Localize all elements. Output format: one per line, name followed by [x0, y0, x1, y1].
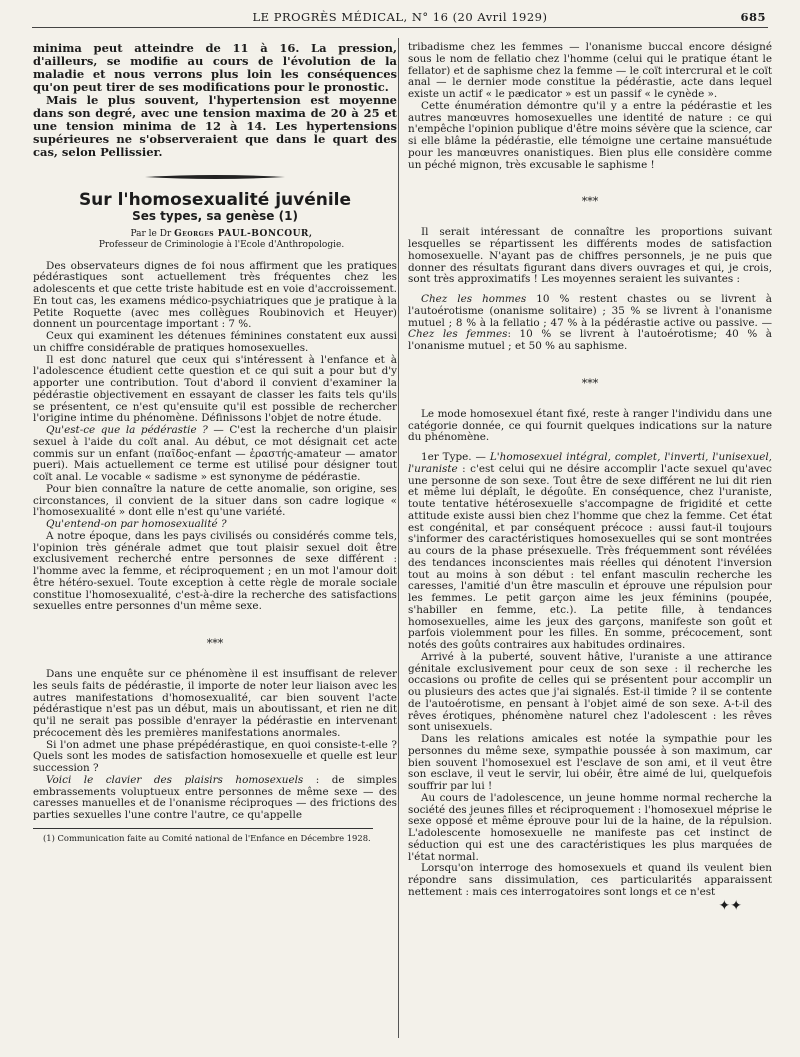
body-paragraph: Des observateurs dignes de foi nous affirment que les pratiques pédérastiques sont actuellement très fréquentes chez les adolescents et que cette triste habitude est en voie d'accroissement. En tout cas, les examens médico-psychiatriques que je pratique à la Petite Roquette (avec mes collègues Roubinovich et Heuyer) donnent un pourcentage important : 7 %. [33, 259, 397, 331]
article-title: Sur l'homosexualité juvénile [78, 190, 352, 210]
paragraph-text: : 10 % se livrent à l'autoérotisme; 40 % à l'onanisme mutuel ; et 50 % au saphisme. [408, 328, 772, 352]
section-ornament [33, 173, 397, 181]
body-paragraph: Arrivé à la puberté, souvent hâtive, l'uraniste a une attirance génitale exclusivement pour ceux de son sexe : il recherche les occasions ou profite de celles qui se présentent pour accomplir un ou plusieurs des actes que j'ai signalés. Est-il timide ? il se contente de l'autoérotisme, en pensant à l'objet aimé de son sexe. A-t-il des rêves érotiques, phénomène naturel chez l'adolescent : les rêves sont unisexuels. [408, 650, 772, 734]
body-paragraph: Il est donc naturel que ceux qui s'intéressent à l'enfance et à l'adolescence étudient cette question et ce qui suit a pour but d'y apporter une contribution. Tout d'abord il convient d'examiner la pédérastie objectivement en essayant de classer les faits tels qu'ils se présentent, ce n'est qu'ensuite qu'il est possible de rechercher l'origine intime du phénomène. Définissons l'objet de notre étude. [33, 353, 397, 425]
body-paragraph: Au cours de l'adolescence, un jeune homme normal recherche la société des jeunes filles et réciproquement : l'homosexuel méprise le sexe opposé et même éprouve pour lui de la haine, de la répulsion. L'adolescente homosexuelle ne manifeste pas cet instinct de séduction qui est une des caractéristiques les plus marquées de l'état normal. [408, 791, 772, 863]
ornament-rule-icon [145, 173, 285, 181]
section-break-asterism: ⁎⁎⁎ [581, 372, 599, 386]
section-break-asterism: ⁎⁎⁎ [581, 191, 599, 205]
article-subtitle: Ses types, sa genèse (1) [132, 208, 298, 223]
italic-lead: Voici le clavier des plaisirs homosexuels [46, 773, 304, 786]
body-paragraph: A notre époque, dans les pays civilisés ou considérés comme tels, l'opinion très générale admet que tout plaisir sexuel doit être exclusivement recherché entre personnes de sexe différent : l'homme avec la femme, et réciproquement ; en un mot l'amour doit être hétéro-sexuel. Toute exception à cette règle de morale sociale constitue l'homosexualité, c'est-à-dire la recherche des satisfactions sexuelles entre personnes d'un même sexe. [33, 529, 397, 613]
journal-title: LE PROGRÈS MÉDICAL, N° 16 (20 Avril 1929) [252, 10, 548, 24]
type-label: 1er Type. — [421, 451, 490, 463]
continuation-mark: ✦✦ [718, 897, 742, 914]
body-paragraph: Pour bien connaître la nature de cette anomalie, son origine, ses circonstances, il convient de la situer dans son cadre logique « l'homosexualité » dont elle n'est qu'une variété. [33, 482, 397, 519]
body-paragraph: Dans les relations amicales est notée la sympathie pour les personnes du même sexe, sympathie poussée à son maximum, car bien souvent l'homosexuel est l'esclave de son ami, et il veut être son esclave, il veut le servir, lui obéir, être aimé de lui, quelquefois souffrir par lui ! [408, 733, 772, 792]
body-paragraph [33, 425, 397, 484]
byline [33, 229, 397, 240]
byline-prefix: Par le Dr [130, 228, 172, 239]
footnote-rule [33, 828, 373, 829]
question-heading: Qu'entend-on par homosexualité ? [46, 518, 227, 530]
italic-lead: Chez les hommes [421, 293, 527, 305]
body-paragraph: Le mode homosexuel étant fixé, reste à ranger l'individu dans une catégorie donnée, ce qui fournit quelques indications sur la nature du phénomène. [408, 407, 772, 444]
body-paragraph: tribadisme chez les femmes — l'onanisme buccal encore désigné sous le nom de fellatio chez l'homme (celui qui le pratique étant le fellator) et de saphisme chez la femme — le coït intercrural et le coït anal — le dernier mode constitue la pédérastie, acte dans lequel existe un actif « le pædicator » est un passif « le cynède ». [408, 41, 772, 100]
section-break-asterism: ⁎⁎⁎ [206, 633, 224, 646]
author-affiliation: Professeur de Criminologie à l'Ecole d'Anthropologie. [98, 239, 345, 250]
footnote: (1) Communication faite au Comité national de l'Enfance en Décembre 1928. [43, 832, 371, 843]
body-paragraph [408, 294, 772, 353]
body-paragraph [408, 452, 772, 652]
paragraph-text: : de simples embrassements voluptueux entre personnes de même sexe — des caresses manuelles et de l'onanisme réciproques — des frictions des parties sexuelles l'une contre l'autre, ce qu'appelle [33, 773, 397, 821]
header-rule [32, 27, 768, 28]
intro-paragraph-2: Mais le plus souvent, l'hypertension est moyenne dans son degré, avec une tension maxima de 20 à 25 et une tension minima de 12 à 14. Les hypertensions supérieures ne s'observeraient que dans le quart des cas, selon Pellissier. [33, 93, 397, 159]
body-paragraph: Il serait intéressant de connaître les proportions suivant lesquelles se répartissent les différents modes de satisfaction homosexuelle. N'ayant pas de chiffres personnels, je ne puis que donner des résultats figurant dans divers ouvrages et qui, je crois, sont très approximatifs ! Les moyennes seraient les suivantes : [408, 226, 772, 286]
paragraph-text: 10 % restent chastes ou se livrent à l'autoérotisme (onanisme solitaire) ; 35 % se livrent à l'onanisme mutuel ; 8 % à la fellatio ; 47 % à la pédérastie active ou passive. — [408, 293, 773, 329]
intro-paragraph-1: minima peut atteindre de 11 à 16. La pression, d'ailleurs, se modifie au cours de l'évolution de la maladie et nous verrons plus loin les conséquences qu'on peut tirer de ses modifications pour le pronostic. [33, 41, 397, 94]
question-heading: Qu'est-ce que la pédérastie ? [46, 424, 208, 436]
left-column [33, 42, 397, 843]
right-column [408, 42, 772, 912]
italic-lead: Chez les femmes [408, 328, 508, 341]
body-paragraph: Lorsqu'on interroge des homosexuels et quand ils veulent bien répondre sans dissimulation, ces particularités apparaissent nettement : mais ces interrogatoires sont longs et ce n'est [408, 862, 772, 898]
paragraph-text: : c'est celui qui ne désire accomplir l'acte sexuel qu'avec une personne de son sexe. Tout être de sexe différent ne lui dit rien et même lui déplaît, le dégoûte. En conséquence, chez l'uraniste, toute tentative hétérosexuelle s'accompagne de frigidité et cette attitude existe aussi bien chez l'homme que chez la femme. Cet état est congénital, et par conséquent précoce : aussi faut-il toujours s'informer des caractéristiques homosexuelles qui se sont montrées au cours de la phase présexuelle. Très fréquemment sont révélées des tendances inconscientes mais réelles qui dénotent l'inversion tout au moins à son début : tel enfant masculin recherche les caresses, l'amitié d'un être masculin et éprouve une répulsion pour les femmes. Le petit garçon aime les jeux féminins (poupée, s'habiller en femme, etc.). La petite fille, à tendances homosexuelles, aime les jeux des garçons, manifeste son goût et parfois violemment pour les filles. En somme, précocement, sont notés des goûts contraires aux habitudes ordinaires. [408, 462, 772, 651]
body-paragraph: Ceux qui examinent les détenues féminines constatent eux aussi un chiffre considérable de pratiques homosexuelles. [33, 330, 397, 354]
body-paragraph: Si l'on admet une phase prépédérastique, en quoi consiste-t-elle ? Quels sont les modes de satisfaction homosexuelle et quelle est leur succession ? [33, 738, 397, 774]
column-divider [398, 38, 399, 1038]
paragraph-text: — C'est la recherche d'un plaisir sexuel à l'aide du coït anal. Au début, ce mot désignait cet acte commis sur un enfant (παῖδος-enfant — ἐραστής-amateur — amator pueri). Mais actuellement ce terme est utilisé pour désigner tout coït anal. Le vocable « sadisme » est synonyme de pédérastie. [33, 424, 397, 483]
page-number: 685 [740, 10, 766, 24]
italic-lead: L'homosexuel intégral, complet, l'inverti, l'unisexuel, l'uraniste [408, 451, 772, 475]
author-name: Georges PAUL-BONCOUR, [174, 228, 313, 239]
body-paragraph: Cette énumération démontre qu'il y a entre la pédérastie et les autres manœuvres homosexuelles une identité de nature : ce qui n'empêche l'opinion publique d'être moins sévère que la science, car si elle blâme la pédérastie, elle témoigne une certaine mansuétude pour les manœuvres onanistiques. Bien plus elle considère comme un péché mignon, très excusable le saphisme ! [408, 99, 772, 171]
body-paragraph [33, 775, 397, 822]
body-paragraph: Dans une enquête sur ce phénomène il est insuffisant de relever les seuls faits de pédérastie, il importe de noter leur liaison avec les autres manifestations d'homosexualité, car bien souvent l'acte pédérastique n'est pas un début, mais un aboutissant, et rien ne dit qu'il ne serait pas possible d'enrayer la pédérastie en intervenant précocement dès les premières manifestations anormales. [33, 668, 397, 739]
